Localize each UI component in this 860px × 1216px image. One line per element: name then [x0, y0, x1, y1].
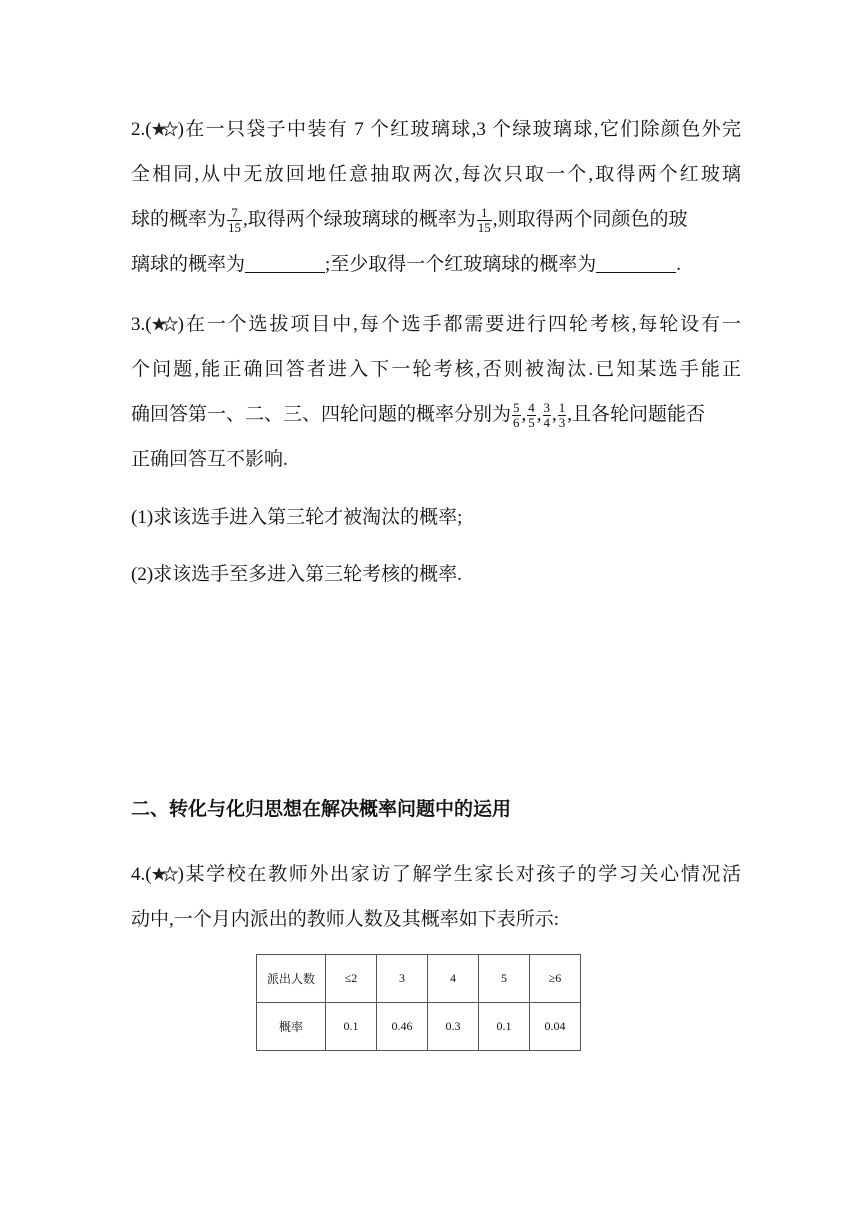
fraction-denominator: 5 — [528, 415, 535, 431]
fraction-separator: , — [521, 404, 527, 425]
question-3 — [131, 302, 741, 482]
q2-text-4a: 璃球的概率为 — [131, 254, 246, 275]
table-cell: 3 — [377, 955, 428, 1003]
table-cell: 4 — [428, 955, 479, 1003]
q4-number: 4.( — [131, 864, 152, 885]
q2-text-3c: ,则取得两个同颜色的玻 — [492, 209, 688, 230]
fraction-7-15 — [227, 206, 242, 235]
q3-text-1: )在一个选拔项目中,每个选手都需要进行四轮考核,每轮设有一 — [177, 314, 741, 335]
fraction-numerator: 3 — [543, 400, 551, 416]
table-cell: 0.3 — [428, 1003, 479, 1051]
table-cell: ≤2 — [326, 955, 377, 1003]
q2-line-2: 全相同,从中无放回地任意抽取两次,每次只取一个,取得两个红玻璃 — [131, 164, 741, 185]
q3-line-1 — [131, 302, 741, 347]
q3-text-3a: 确回答第一、二、三、四轮问题的概率分别为 — [131, 404, 512, 425]
q3-line-4: 正确回答互不影响. — [131, 449, 288, 470]
q3-line-3 — [131, 392, 741, 437]
q3-part-1: (1)求该选手进入第三轮才被淘汰的概率; — [131, 507, 463, 528]
q2-text-4c: . — [676, 254, 682, 275]
table-cell: 5 — [479, 955, 530, 1003]
table-cell: 0.1 — [326, 1003, 377, 1051]
q2-text-4b: ;至少取得一个红玻璃球的概率为 — [325, 254, 597, 275]
fraction-3-4 — [543, 401, 552, 430]
fraction-denominator: 15 — [477, 220, 491, 236]
q3-number: 3.( — [131, 314, 152, 335]
fraction-numerator: 7 — [227, 206, 242, 221]
table-row — [257, 1003, 581, 1051]
fraction-1-3 — [558, 401, 567, 430]
difficulty-star-icon — [152, 121, 178, 137]
fraction-denominator: 6 — [513, 415, 520, 431]
q2-line-1 — [131, 107, 741, 152]
table-cell: 0.1 — [479, 1003, 530, 1051]
section-heading: 二、转化与化归思想在解决概率问题中的运用 — [131, 798, 512, 820]
q3-part-2: (2)求该选手至多进入第三轮考核的概率. — [131, 564, 462, 585]
q2-text-3b: ,取得两个绿玻璃球的概率为 — [243, 209, 476, 230]
q2-line-3 — [131, 197, 741, 242]
fraction-denominator: 4 — [543, 415, 551, 431]
fraction-1-15 — [477, 206, 492, 235]
q3-line-2: 个问题,能正确回答者进入下一轮考核,否则被淘汰.已知某选手能正 — [131, 359, 741, 380]
fraction-separator: , — [552, 404, 557, 425]
table-cell: ≥6 — [530, 955, 581, 1003]
q3-text-3b: ,且各轮问题能否 — [567, 404, 706, 425]
fraction-numerator: 4 — [528, 400, 535, 416]
answer-blank-1[interactable] — [245, 254, 325, 273]
table-cell: 派出人数 — [257, 955, 326, 1003]
question-2 — [131, 107, 741, 287]
fraction-5-6 — [512, 401, 521, 430]
probability-table — [256, 954, 581, 1051]
table-cell: 0.04 — [530, 1003, 581, 1051]
q4-line-2: 动中,一个月内派出的教师人数及其概率如下表所示: — [131, 909, 560, 930]
q2-text-3a: 球的概率为 — [131, 209, 227, 230]
q2-number: 2.( — [131, 119, 152, 140]
fraction-numerator: 5 — [513, 400, 520, 416]
fraction-separator: , — [536, 404, 542, 425]
fraction-numerator: 1 — [558, 400, 566, 416]
q4-text-1: )某学校在教师外出家访了解学生家长对孩子的学习关心情况活 — [177, 864, 741, 885]
fraction-denominator: 3 — [558, 415, 566, 431]
table-row — [257, 955, 581, 1003]
q4-line-1 — [131, 852, 741, 897]
difficulty-star-icon — [152, 316, 178, 332]
difficulty-star-icon — [152, 866, 178, 882]
question-4 — [131, 852, 741, 942]
fraction-denominator: 15 — [228, 220, 242, 236]
table-cell: 概率 — [257, 1003, 326, 1051]
answer-blank-2[interactable] — [596, 254, 676, 273]
fraction-4-5 — [527, 401, 536, 430]
q2-line-4 — [131, 242, 741, 287]
fraction-numerator: 1 — [477, 206, 492, 221]
table-cell: 0.46 — [377, 1003, 428, 1051]
q2-text-1: )在一只袋子中装有 7 个红玻璃球,3 个绿玻璃球,它们除颜色外完 — [177, 119, 741, 140]
